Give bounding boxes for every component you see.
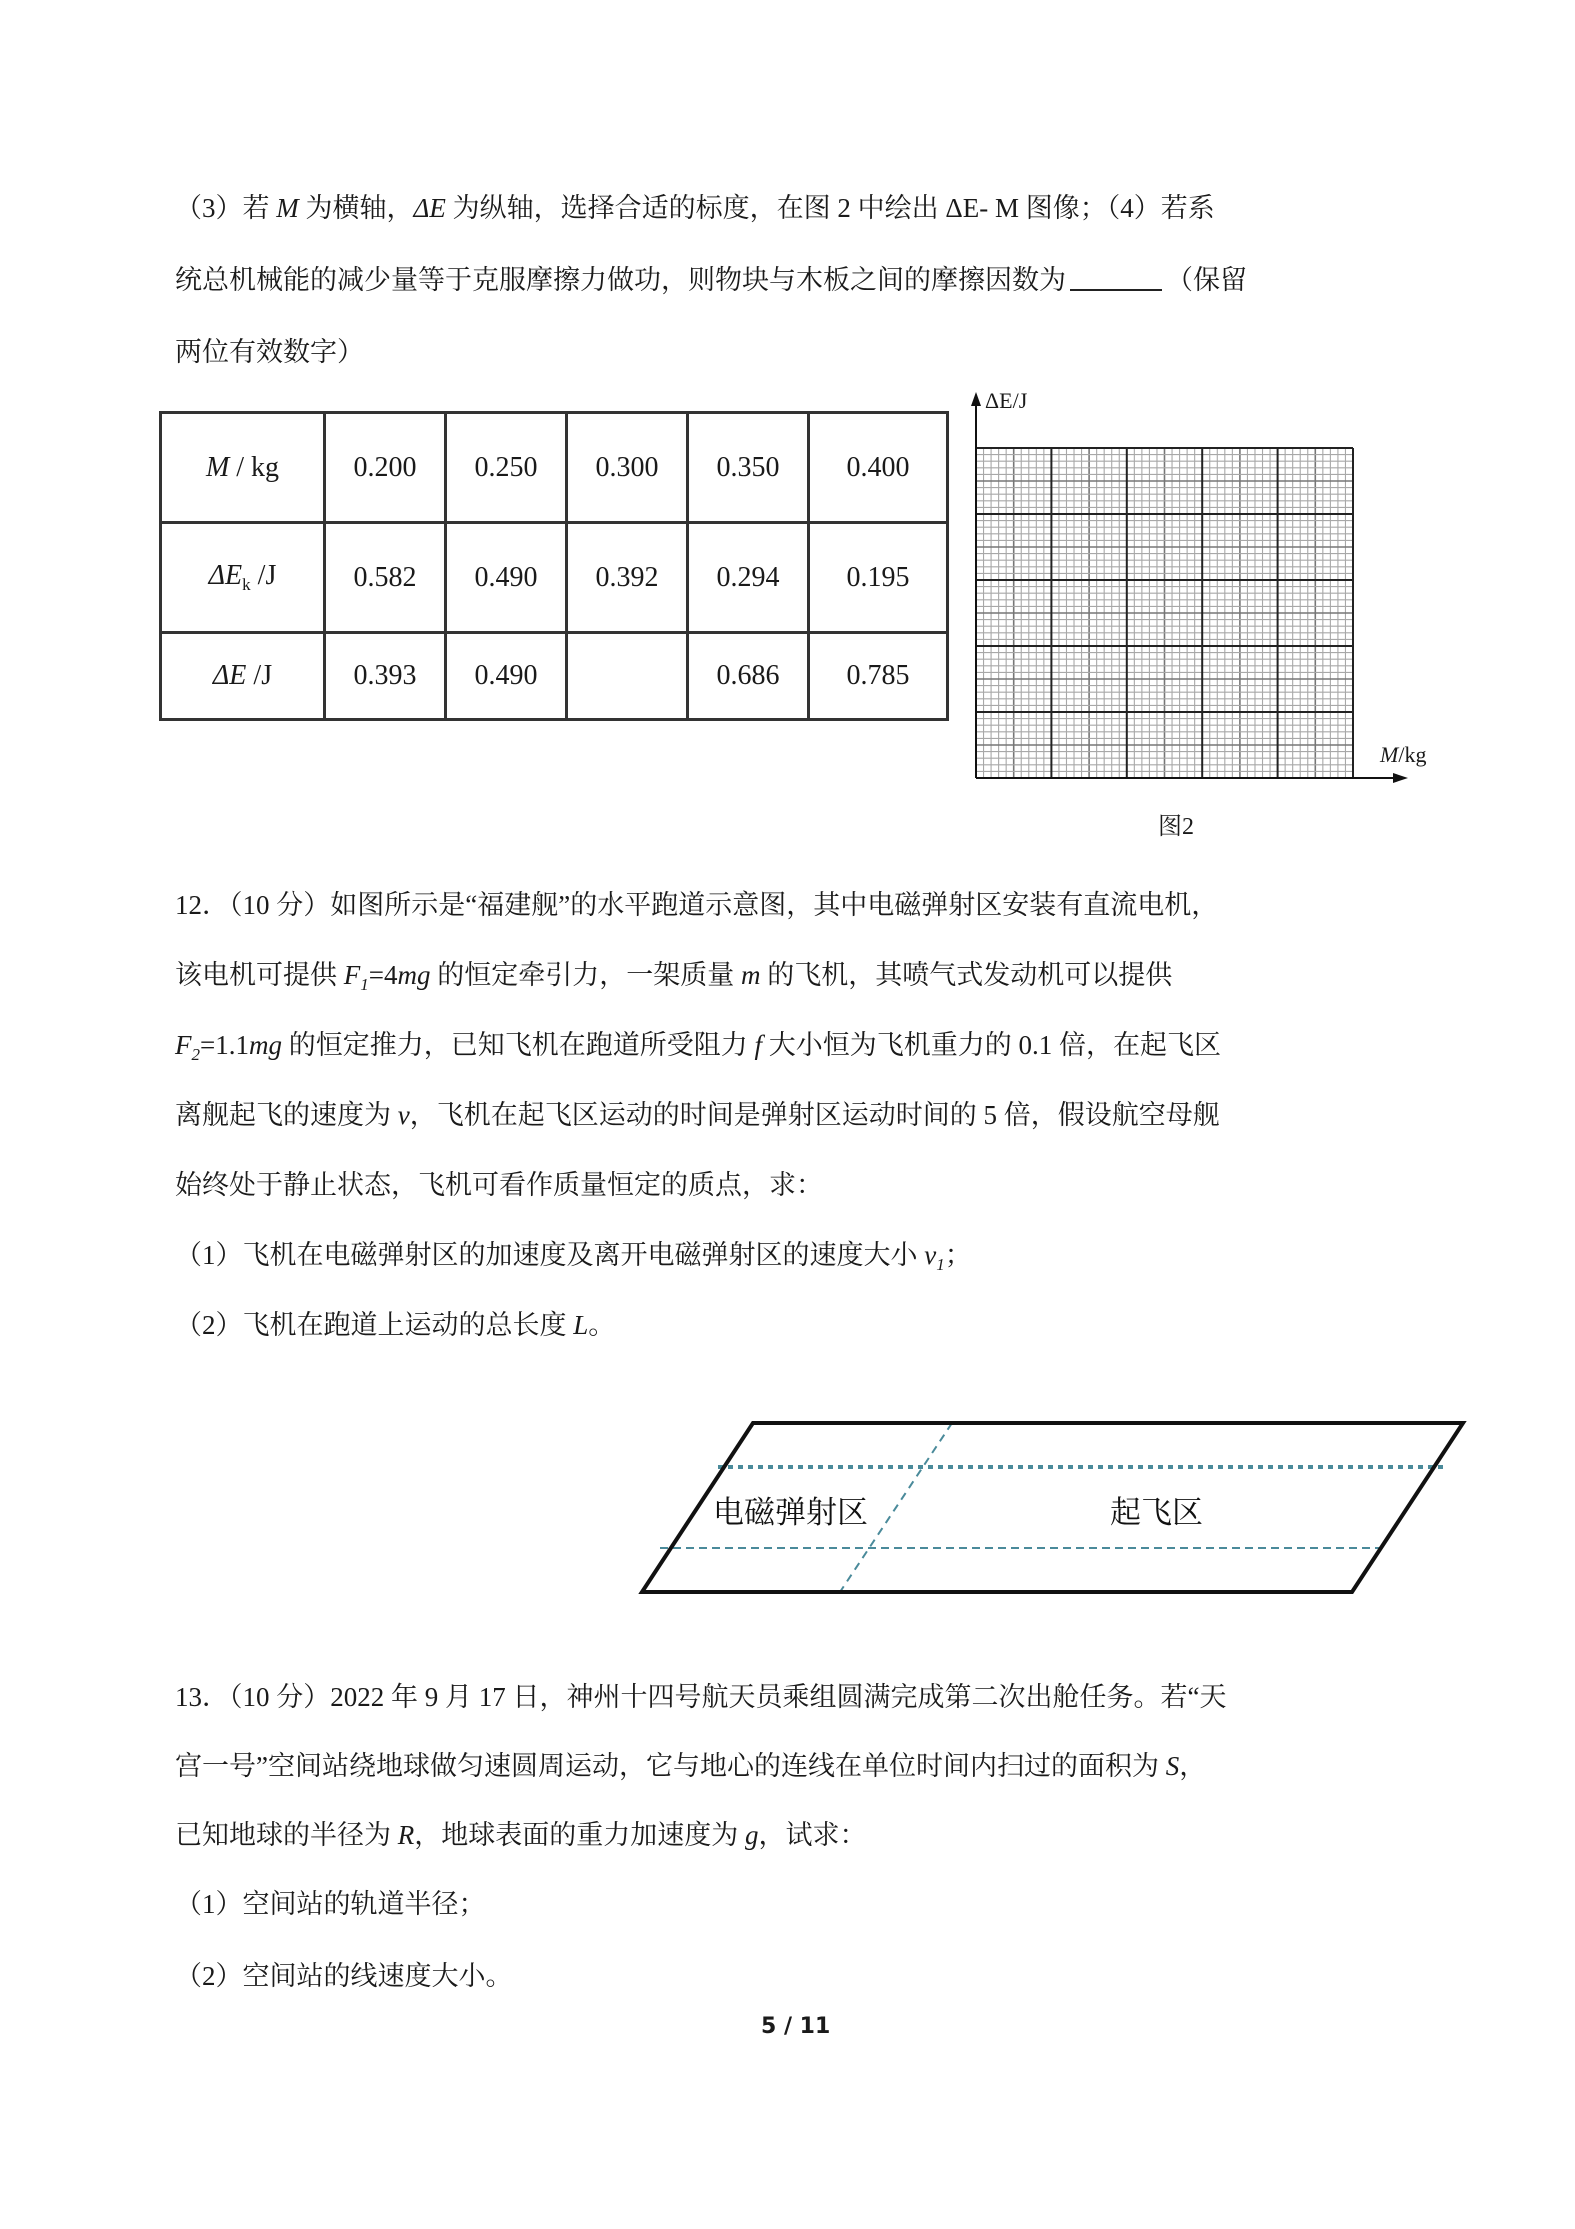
table-cell-empty[interactable] xyxy=(567,633,688,720)
table-cell: 0.785 xyxy=(809,633,948,720)
text: （3）若 xyxy=(175,193,277,223)
label-subscript: k xyxy=(242,575,251,594)
text: 已知地球的半径为 xyxy=(175,1820,398,1850)
text: ； xyxy=(944,1240,972,1270)
var-delta-E: ΔE xyxy=(413,193,446,223)
q11-line-1 xyxy=(175,190,1215,226)
text: 。 xyxy=(588,1310,616,1340)
text: 为纵轴，选择合适的标度，在图 2 中绘出 ΔE- M 图像；（4）若系 xyxy=(445,193,1215,223)
row-header-M xyxy=(161,413,325,523)
var-F: F xyxy=(175,1030,192,1060)
text: 为横轴， xyxy=(298,193,414,223)
table-cell: 0.294 xyxy=(688,523,809,633)
table-cell: 0.350 xyxy=(688,413,809,523)
text: （2）空间站的线速度大小。 xyxy=(175,1961,513,1991)
table-cell: 0.300 xyxy=(567,413,688,523)
text: 该电机可提供 xyxy=(175,960,344,990)
x-axis-unit: /kg xyxy=(1398,742,1427,767)
text: 12．（10 分）如图所示是“福建舰”的水平跑道示意图，其中电磁弹射区安装有直流电机， xyxy=(175,890,1219,920)
var-mg: mg xyxy=(397,960,431,990)
text: ，飞机在起飞区运动的时间是弹射区运动时间的 5 倍，假设航空母舰 xyxy=(409,1100,1220,1130)
table-cell: 0.250 xyxy=(446,413,567,523)
x-axis-var: M xyxy=(1380,742,1399,767)
text: ，试求： xyxy=(758,1820,867,1850)
x-axis-arrow-icon xyxy=(1393,773,1408,783)
data-table xyxy=(159,411,949,721)
grid-minor-lines xyxy=(976,448,1353,778)
var-R: R xyxy=(397,1820,415,1850)
var-g: g xyxy=(745,1820,759,1850)
q12-line-2 xyxy=(175,957,1172,993)
text: 的恒定推力，已知飞机在跑道所受阻力 xyxy=(281,1030,755,1060)
var-S: S xyxy=(1165,1751,1180,1781)
q12-line-1 xyxy=(175,887,1218,923)
figure-caption: 图2 xyxy=(1158,814,1194,840)
text: 大小恒为飞机重力的 0.1 倍，在起飞区 xyxy=(762,1030,1221,1060)
text: 离舰起飞的速度为 xyxy=(175,1100,398,1130)
table-cell: 0.686 xyxy=(688,633,809,720)
var-v: v xyxy=(924,1240,937,1270)
table-cell: 0.582 xyxy=(325,523,446,633)
q12-sub-question-2 xyxy=(175,1307,615,1343)
q11-line-2 xyxy=(175,262,1247,298)
label: ΔE xyxy=(212,660,247,691)
table-row xyxy=(161,413,948,523)
label-unit: / kg xyxy=(229,451,280,483)
text: （1）飞机在电磁弹射区的加速度及离开电磁弹射区的速度大小 xyxy=(175,1240,925,1270)
graph-paper-figure xyxy=(940,380,1440,800)
table-row xyxy=(161,633,948,720)
var-mg: mg xyxy=(248,1030,282,1060)
text: 始终处于静止状态，飞机可看作质量恒定的质点，求： xyxy=(175,1170,823,1200)
table-cell: 0.393 xyxy=(325,633,446,720)
label-unit: /J xyxy=(246,660,273,691)
label: ΔE xyxy=(208,560,243,591)
var-v: v xyxy=(397,1100,410,1130)
page-number: 5 / 11 xyxy=(761,2014,831,2039)
q13-line-1 xyxy=(175,1679,1226,1715)
table-cell: 0.490 xyxy=(446,633,567,720)
table-cell: 0.200 xyxy=(325,413,446,523)
q12-line-4 xyxy=(175,1097,1220,1133)
table-cell: 0.195 xyxy=(809,523,948,633)
text: =1.1 xyxy=(200,1030,249,1060)
zone-label-takeoff: 起飞区 xyxy=(1110,1495,1203,1531)
text: 13．（10 分）2022 年 9 月 17 日，神州十四号航天员乘组圆满完成第二次出舱任务。若“天 xyxy=(175,1682,1227,1712)
var-L: L xyxy=(573,1310,589,1340)
subscript: 2 xyxy=(191,1045,200,1064)
subscript: 1 xyxy=(360,975,369,994)
var-M: M xyxy=(276,193,299,223)
zone-label-catapult: 电磁弹射区 xyxy=(713,1495,868,1531)
q13-sub-question-2 xyxy=(175,1958,513,1994)
var-F: F xyxy=(343,960,361,990)
q12-line-5 xyxy=(175,1167,823,1203)
subscript: 1 xyxy=(936,1255,945,1274)
text: 的恒定牵引力，一架质量 xyxy=(430,960,741,990)
text: 统总机械能的减少量等于克服摩擦力做功，则物块与木板之间的摩擦因数为 xyxy=(175,265,1066,295)
q11-line-3 xyxy=(175,334,364,370)
y-axis-arrow-icon xyxy=(971,392,981,406)
text: 两位有效数字） xyxy=(175,337,364,367)
q13-line-3 xyxy=(175,1817,867,1853)
y-axis-label: ΔE/J xyxy=(985,388,1028,413)
answer-blank[interactable] xyxy=(1070,265,1162,291)
table-cell: 0.490 xyxy=(446,523,567,633)
text: =4 xyxy=(368,960,398,990)
q13-sub-question-1 xyxy=(175,1886,486,1922)
x-axis-label xyxy=(1380,742,1426,768)
table-row xyxy=(161,523,948,633)
q13-line-2 xyxy=(175,1748,1206,1784)
text: ，地球表面的重力加速度为 xyxy=(414,1820,745,1850)
text: 的飞机，其喷气式发动机可以提供 xyxy=(760,960,1173,990)
q12-sub-question-1 xyxy=(175,1237,972,1273)
text: （2）飞机在跑道上运动的总长度 xyxy=(175,1310,574,1340)
text: 宫一号”空间站绕地球做匀速圆周运动，它与地心的连线在单位时间内扫过的面积为 xyxy=(175,1751,1166,1781)
label-unit: /J xyxy=(250,560,277,591)
text: （1）空间站的轨道半径； xyxy=(175,1889,486,1919)
row-header-delta-Ek xyxy=(161,523,325,633)
row-header-delta-E xyxy=(161,633,325,720)
table-cell: 0.392 xyxy=(567,523,688,633)
table-cell: 0.400 xyxy=(809,413,948,523)
text: ， xyxy=(1179,1751,1207,1781)
label: M xyxy=(205,451,230,483)
text: （保留 xyxy=(1166,265,1247,295)
q12-line-3 xyxy=(175,1027,1221,1063)
var-m: m xyxy=(740,960,761,990)
var-f: f xyxy=(754,1030,762,1060)
